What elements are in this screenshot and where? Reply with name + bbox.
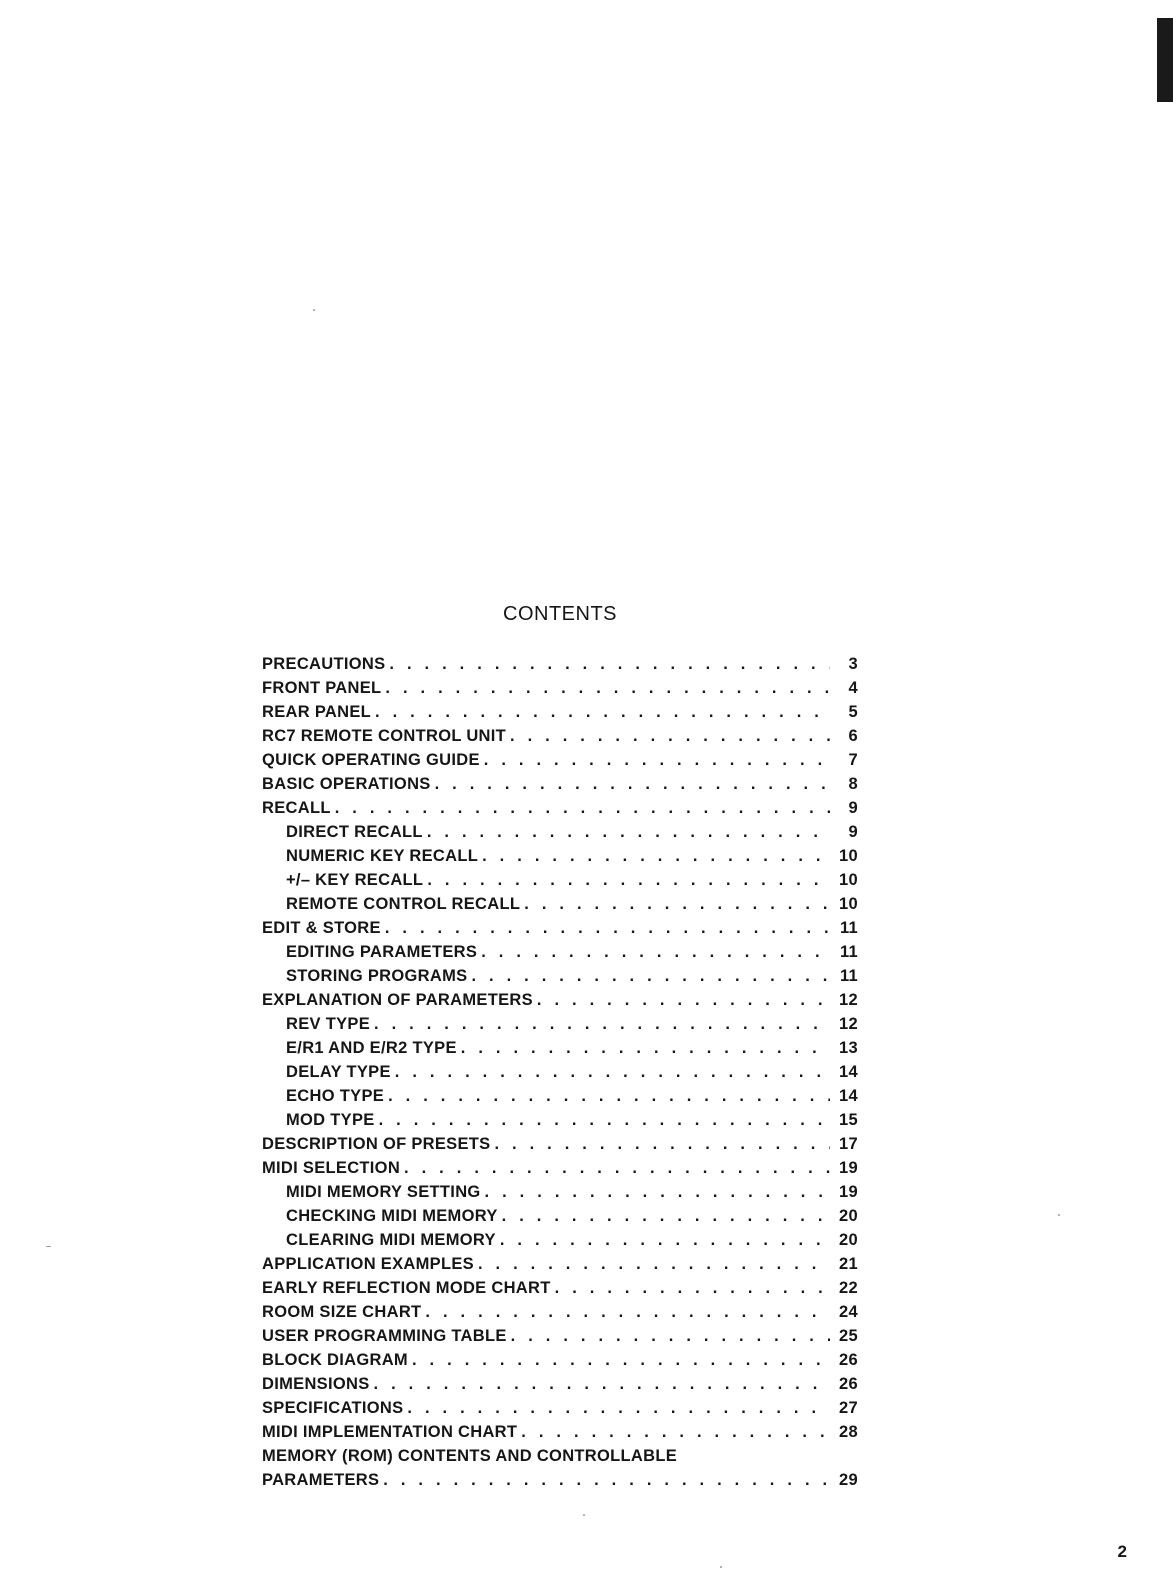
toc-dot-leader [482, 844, 830, 868]
toc-dot-leader [510, 724, 830, 748]
toc-dot-leader [494, 1132, 830, 1156]
toc-dot-leader [388, 1084, 830, 1108]
toc-entry-label: MEMORY (ROM) CONTENTS AND CONTROLLABLE [262, 1447, 678, 1465]
table-of-contents [262, 652, 858, 1492]
toc-entry-page: 11 [839, 919, 858, 937]
toc-entry-page: 14 [839, 1063, 858, 1081]
toc-entry-label: E/R1 AND E/R2 TYPE [286, 1039, 457, 1057]
toc-dot-leader [521, 1420, 830, 1444]
toc-entry-label: DIMENSIONS [262, 1375, 370, 1393]
toc-entry [262, 1420, 858, 1444]
edge-tab-mark [1157, 18, 1173, 102]
toc-entry [262, 868, 858, 892]
toc-dot-leader [407, 1396, 830, 1420]
toc-entry-label: CLEARING MIDI MEMORY [286, 1231, 496, 1249]
toc-entry-label: EDIT & STORE [262, 919, 381, 937]
toc-dot-leader [335, 796, 830, 820]
toc-entry-label: DIRECT RECALL [286, 823, 423, 841]
toc-entry [262, 1180, 858, 1204]
toc-dot-leader [385, 676, 830, 700]
toc-entry-page: 3 [848, 655, 858, 673]
toc-dot-leader [435, 772, 830, 796]
toc-entry [262, 1324, 858, 1348]
toc-entry-label: RC7 REMOTE CONTROL UNIT [262, 727, 507, 745]
toc-entry [262, 844, 858, 868]
toc-entry-page: 19 [839, 1159, 858, 1177]
toc-entry-page: 29 [839, 1471, 858, 1489]
toc-entry [262, 1036, 858, 1060]
toc-entry [262, 940, 858, 964]
toc-entry-page: 9 [848, 799, 858, 817]
toc-entry-page: 8 [848, 775, 858, 793]
toc-dot-leader [485, 1180, 830, 1204]
toc-dot-leader [385, 916, 830, 940]
toc-entry-label: NUMERIC KEY RECALL [286, 847, 479, 865]
toc-entry-label: MOD TYPE [286, 1111, 375, 1129]
toc-entry-page: 6 [848, 727, 858, 745]
toc-entry-page: 12 [839, 991, 858, 1009]
toc-entry-page: 28 [839, 1423, 858, 1441]
toc-entry-page: 25 [839, 1327, 858, 1345]
toc-entry-page: 10 [839, 847, 858, 865]
toc-entry-page: 14 [839, 1087, 858, 1105]
toc-entry-label: MIDI IMPLEMENTATION CHART [262, 1423, 518, 1441]
scan-speck [1058, 1214, 1060, 1216]
toc-entry [262, 820, 858, 844]
toc-dot-leader [389, 652, 830, 676]
toc-entry-label: USER PROGRAMMING TABLE [262, 1327, 507, 1345]
toc-dot-leader [375, 700, 830, 724]
toc-entry [262, 1276, 858, 1300]
toc-dot-leader [471, 964, 830, 988]
toc-entry [262, 748, 858, 772]
toc-entry-page: 11 [839, 943, 858, 961]
toc-dot-leader [461, 1036, 830, 1060]
toc-dot-leader [484, 748, 830, 772]
scan-speck [583, 1514, 585, 1516]
toc-entry [262, 652, 858, 676]
toc-entry-page: 20 [839, 1231, 858, 1249]
toc-dot-leader [404, 1156, 830, 1180]
toc-entry [262, 1060, 858, 1084]
toc-dot-leader [500, 1228, 830, 1252]
toc-entry [262, 724, 858, 748]
toc-entry-page: 10 [839, 895, 858, 913]
toc-dot-leader [481, 940, 830, 964]
toc-entry-label: STORING PROGRAMS [286, 967, 468, 985]
toc-dot-leader [374, 1012, 830, 1036]
toc-entry-label: ROOM SIZE CHART [262, 1303, 422, 1321]
toc-dot-leader [524, 892, 830, 916]
toc-entry [262, 1396, 858, 1420]
toc-dot-leader [427, 820, 830, 844]
page-number: 2 [1117, 1542, 1127, 1561]
toc-entry [262, 1204, 858, 1228]
toc-entry [262, 1228, 858, 1252]
toc-entry [262, 796, 858, 820]
toc-dot-leader [502, 1204, 830, 1228]
toc-entry [262, 772, 858, 796]
toc-dot-leader [427, 868, 830, 892]
toc-entry [262, 1252, 858, 1276]
toc-entry-page: 19 [839, 1183, 858, 1201]
toc-dot-leader [395, 1060, 830, 1084]
toc-entry-page: 17 [839, 1135, 858, 1153]
toc-entry-label: REMOTE CONTROL RECALL [286, 895, 521, 913]
toc-entry-label: QUICK OPERATING GUIDE [262, 751, 480, 769]
toc-entry-page: 11 [839, 967, 858, 985]
toc-entry-label: EXPLANATION OF PARAMETERS [262, 991, 533, 1009]
toc-dot-leader [555, 1276, 830, 1300]
toc-entry-page: 26 [839, 1375, 858, 1393]
toc-entry [262, 1108, 858, 1132]
toc-entry-page: 4 [848, 679, 858, 697]
toc-entry-label: RECALL [262, 799, 331, 817]
toc-dot-leader [383, 1468, 830, 1492]
toc-dot-leader [478, 1252, 830, 1276]
toc-entry-page: 22 [839, 1279, 858, 1297]
toc-dot-leader [425, 1300, 830, 1324]
toc-entry-page: 15 [839, 1111, 858, 1129]
toc-entry-label: REAR PANEL [262, 703, 372, 721]
toc-entry [262, 1084, 858, 1108]
toc-entry-page: 5 [848, 703, 858, 721]
toc-entry-page: 7 [848, 751, 858, 769]
toc-entry [262, 1468, 858, 1492]
toc-entry-page: 27 [839, 1399, 858, 1417]
toc-entry-label: FRONT PANEL [262, 679, 382, 697]
toc-entry-label: DELAY TYPE [286, 1063, 391, 1081]
page-title: CONTENTS [503, 603, 617, 625]
toc-entry [262, 1012, 858, 1036]
toc-entry [262, 1132, 858, 1156]
toc-entry [262, 1372, 858, 1396]
toc-dot-leader [374, 1372, 830, 1396]
toc-dot-leader [511, 1324, 830, 1348]
toc-entry [262, 700, 858, 724]
toc-entry-label: MIDI SELECTION [262, 1159, 401, 1177]
toc-entry-label: PRECAUTIONS [262, 655, 386, 673]
toc-entry-page: 26 [839, 1351, 858, 1369]
toc-entry-label: DESCRIPTION OF PRESETS [262, 1135, 491, 1153]
toc-entry [262, 1348, 858, 1372]
toc-entry-page: 12 [839, 1015, 858, 1033]
toc-entry-label: REV TYPE [286, 1015, 371, 1033]
toc-dot-leader [379, 1108, 830, 1132]
toc-entry-page: 24 [839, 1303, 858, 1321]
toc-entry [262, 988, 858, 1012]
toc-entry-label: ECHO TYPE [286, 1087, 385, 1105]
toc-entry-page: 10 [839, 871, 858, 889]
toc-entry-page: 13 [839, 1039, 858, 1057]
toc-entry [262, 1156, 858, 1180]
toc-entry-label: SPECIFICATIONS [262, 1399, 404, 1417]
toc-entry [262, 1300, 858, 1324]
toc-entry-page: 21 [839, 1255, 858, 1273]
toc-entry-label: MIDI MEMORY SETTING [286, 1183, 481, 1201]
toc-entry-label: BASIC OPERATIONS [262, 775, 431, 793]
toc-entry [262, 1444, 858, 1468]
scan-speck [720, 1566, 722, 1568]
toc-entry-label: CHECKING MIDI MEMORY [286, 1207, 498, 1225]
toc-entry-label: EARLY REFLECTION MODE CHART [262, 1279, 551, 1297]
toc-entry [262, 916, 858, 940]
toc-entry-label: BLOCK DIAGRAM [262, 1351, 408, 1369]
toc-entry [262, 964, 858, 988]
toc-entry-label: EDITING PARAMETERS [286, 943, 478, 961]
toc-entry [262, 892, 858, 916]
toc-entry-page: 9 [848, 823, 858, 841]
toc-entry-page: 20 [839, 1207, 858, 1225]
toc-dot-leader [537, 988, 830, 1012]
toc-entry-label: APPLICATION EXAMPLES [262, 1255, 474, 1273]
toc-entry-label: +/– KEY RECALL [286, 871, 424, 889]
toc-entry-label: PARAMETERS [262, 1471, 380, 1489]
toc-entry [262, 676, 858, 700]
toc-dot-leader [412, 1348, 830, 1372]
scan-speck [46, 1246, 51, 1247]
scan-speck [313, 309, 315, 311]
